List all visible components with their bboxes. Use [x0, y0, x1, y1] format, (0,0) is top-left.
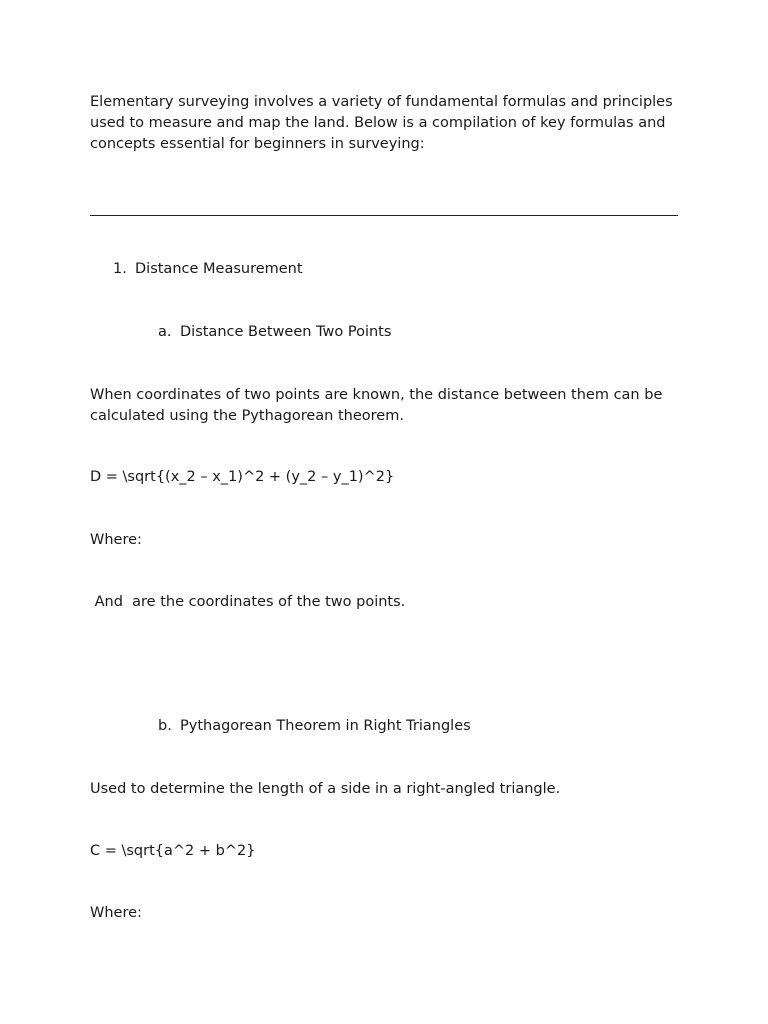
subsection-b-letter: b.: [158, 718, 172, 734]
coordinates-explanation: And are the coordinates of the two points.: [90, 594, 406, 610]
subsection-b-text: Used to determine the length of a side in a right-angled triangle.: [90, 781, 561, 797]
subsection-a-text: When coordinates of two points are known, the distance between them can be calculated using the Pythagorean theorem.: [90, 387, 663, 424]
subsection-a-heading: [158, 324, 391, 340]
horizontal-divider: [90, 215, 678, 216]
section-heading: [113, 261, 303, 277]
distance-formula: D = \sqrt{(x_2 – x_1)^2 + (y_2 – y_1)^2}: [90, 469, 395, 485]
subsection-b-heading: [158, 718, 471, 734]
subsection-a-title: Distance Between Two Points: [180, 324, 392, 340]
where-label-a: Where:: [90, 532, 142, 548]
section-number: 1.: [113, 261, 127, 277]
section-title: Distance Measurement: [135, 261, 303, 277]
intro-paragraph: Elementary surveying involves a variety of fundamental formulas and principles used to measure and map the land. Below is a compilation of key formulas and concepts essential for beginners in surveying:: [90, 94, 673, 152]
pythagorean-formula: C = \sqrt{a^2 + b^2}: [90, 843, 256, 859]
where-label-b: Where:: [90, 905, 142, 921]
subsection-b-title: Pythagorean Theorem in Right Triangles: [180, 718, 471, 734]
subsection-a-letter: a.: [158, 324, 172, 340]
